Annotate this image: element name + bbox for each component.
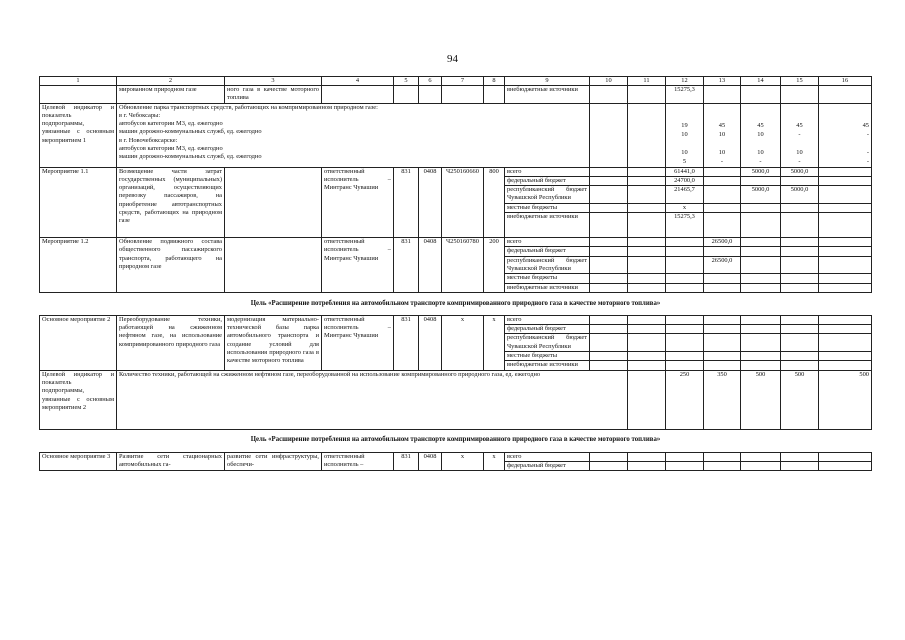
col-num: 12 [666, 77, 704, 86]
cell [590, 238, 628, 247]
value-cell [819, 238, 872, 247]
cell [666, 461, 704, 470]
value-cell [819, 203, 872, 212]
cell [590, 452, 628, 461]
value-cell [819, 167, 872, 176]
funding-source: всего [505, 452, 590, 461]
program-table [39, 76, 872, 471]
cell [628, 103, 666, 167]
funding-source: внебюджетные источники [505, 361, 590, 370]
funding-source: всего [505, 315, 590, 324]
cell [628, 256, 666, 274]
measure-1-1-row [40, 167, 872, 176]
value-cell [704, 167, 741, 176]
value-cell: 26500,0 [704, 238, 741, 247]
indicator-values-col16: 45 - - - [819, 103, 872, 167]
indicator-text [117, 103, 590, 167]
cell [628, 452, 666, 461]
code-target-article: x [442, 315, 484, 370]
value-cell [781, 203, 819, 212]
cell [590, 167, 628, 176]
measure-result [225, 238, 322, 293]
code-grbs: 831 [394, 452, 419, 471]
funding-source: внебюджетные источники [505, 86, 590, 104]
cell [590, 361, 628, 370]
indicator-2-row [40, 370, 872, 429]
value-cell [666, 256, 704, 274]
col-num: 5 [394, 77, 419, 86]
cell [666, 315, 704, 324]
indicator-line: машин дорожно-коммунальных служб, ед. ежегодно [119, 153, 262, 161]
value-cell [781, 256, 819, 274]
cell [628, 86, 666, 104]
funding-source: республиканский бюджет Чувашской Республики [505, 186, 590, 204]
cell [741, 461, 781, 470]
cell [781, 86, 819, 104]
cell [819, 315, 872, 324]
col-num: 4 [322, 77, 394, 86]
value-cell [741, 176, 781, 185]
value-cell: 5000,0 [741, 186, 781, 204]
value-cell [819, 256, 872, 274]
cell [628, 461, 666, 470]
code-section: 0408 [419, 315, 442, 370]
funding-source: федеральный бюджет [505, 176, 590, 185]
indicator-line: в г. Чебоксары: [119, 111, 161, 119]
cell [628, 203, 666, 212]
value-cell: 15275,3 [666, 213, 704, 238]
cell [590, 325, 628, 334]
cell [394, 86, 419, 104]
measure-description: Возмещение части затрат государственных (муниципальных) организаций, осуществляющих перевозку пассажиров, на приобретение автотранспортных средств, работающих на природном газе [117, 167, 225, 237]
responsible-executor: ответственный исполнитель – Минтранс Чувашии [322, 238, 394, 293]
cell [741, 315, 781, 324]
value-cell [704, 283, 741, 292]
cell [590, 213, 628, 238]
code-expense-group: 200 [484, 238, 505, 293]
cell [781, 325, 819, 334]
value-cell [704, 176, 741, 185]
col-num: 2 [117, 77, 225, 86]
column-number-row [40, 77, 872, 86]
cell [628, 352, 666, 361]
cell [819, 334, 872, 352]
cell [741, 361, 781, 370]
value-cell [741, 283, 781, 292]
main-measure-2-row [40, 315, 872, 324]
page-number: 94 [447, 53, 458, 65]
cell [590, 86, 628, 104]
col-num: 9 [505, 77, 590, 86]
value-cell: 26500,0 [704, 256, 741, 274]
code-grbs: 831 [394, 315, 419, 370]
col-num: 11 [628, 77, 666, 86]
cell [628, 283, 666, 292]
cell [704, 352, 741, 361]
cell [781, 361, 819, 370]
cont-description: мированном природном газе [117, 86, 225, 104]
col-num: 10 [590, 77, 628, 86]
indicator-values-col15: 45 - 10 - [781, 103, 819, 167]
funding-source: федеральный бюджет [505, 325, 590, 334]
funding-source: местные бюджеты [505, 352, 590, 361]
measure-1-2-row [40, 238, 872, 247]
cell [590, 103, 628, 167]
cell [781, 334, 819, 352]
value-cell: x [666, 203, 704, 212]
value-cell [666, 283, 704, 292]
value-cell [819, 186, 872, 204]
responsible-executor: ответственный исполнитель – Минтранс Чувашии [322, 167, 394, 237]
measure-label: Основное мероприятие 3 [40, 452, 117, 471]
indicator-text: Количество техники, работающей на сжиженном нефтяном газе, переоборудованной на использование компримированного природного газа, ед. ежегодно [117, 370, 628, 429]
value-cell [819, 274, 872, 283]
cell [666, 361, 704, 370]
code-grbs: 831 [394, 167, 419, 237]
value-cell: 21465,7 [666, 186, 704, 204]
cell [322, 86, 394, 104]
cell [741, 334, 781, 352]
indicator-line: в г. Новочебоксарске: [119, 136, 178, 144]
value-cell [741, 203, 781, 212]
value-cell [781, 283, 819, 292]
cell [590, 186, 628, 204]
cell [590, 315, 628, 324]
code-target-article: x [442, 452, 484, 471]
cell [819, 461, 872, 470]
value-cell: 5000,0 [781, 167, 819, 176]
indicator-values-2023: 19 10 10 5 [666, 103, 704, 167]
col-num: 1 [40, 77, 117, 86]
funding-source: республиканский бюджет Чувашской Республики [505, 334, 590, 352]
cell [781, 352, 819, 361]
value-cell [741, 256, 781, 274]
value-cell: 15275,3 [666, 86, 704, 104]
cell [628, 370, 666, 429]
cell [704, 361, 741, 370]
funding-source: всего [505, 167, 590, 176]
cell [781, 461, 819, 470]
value-cell: 5000,0 [741, 167, 781, 176]
indicator-label: Целевой индикатор и показатель подпрограммы, увязанные с основным мероприятием 1 [40, 103, 117, 167]
indicator-line: Обновление парка транспортных средств, работающих на компримированном природном газе: [119, 103, 378, 111]
value-cell [741, 238, 781, 247]
cell [741, 86, 781, 104]
value-cell [704, 213, 741, 238]
value-cell [704, 186, 741, 204]
measure-label: Мероприятие 1.1 [40, 167, 117, 237]
cell [40, 86, 117, 104]
value-cell [819, 247, 872, 256]
cell [819, 452, 872, 461]
measure-description: Переоборудование техники, работающей на сжиженном нефтяном газе, на использование компримированного природного газа [117, 315, 225, 370]
col-num: 15 [781, 77, 819, 86]
cell [819, 361, 872, 370]
cell [628, 176, 666, 185]
cell [741, 325, 781, 334]
col-num: 6 [419, 77, 442, 86]
indicator-values-col14: 45 10 10 - [741, 103, 781, 167]
cell [590, 461, 628, 470]
continuation-row [40, 86, 872, 104]
cell [704, 86, 741, 104]
measure-label: Мероприятие 1.2 [40, 238, 117, 293]
funding-source: федеральный бюджет [505, 247, 590, 256]
indicator-label: Целевой индикатор и показатель подпрограммы, увязанные с основным мероприятием 2 [40, 370, 117, 429]
cell [666, 334, 704, 352]
value-cell [781, 238, 819, 247]
indicator-line: автобусов категории М3, ед. ежегодно [119, 120, 223, 128]
value-cell: 350 [704, 370, 741, 429]
cell [666, 452, 704, 461]
goal-heading-row [40, 429, 872, 452]
funding-source: местные бюджеты [505, 274, 590, 283]
cell [741, 352, 781, 361]
program-table-container [39, 76, 871, 471]
cell [628, 361, 666, 370]
main-measure-3-row [40, 452, 872, 461]
cell [590, 334, 628, 352]
cell [819, 352, 872, 361]
cell [819, 325, 872, 334]
value-cell: 24700,0 [666, 176, 704, 185]
cell [419, 86, 442, 104]
value-cell [666, 274, 704, 283]
cell [628, 315, 666, 324]
cell [781, 452, 819, 461]
col-num: 3 [225, 77, 322, 86]
code-section: 0408 [419, 238, 442, 293]
funding-source: внебюджетные источники [505, 213, 590, 238]
value-cell: 500 [781, 370, 819, 429]
cell [704, 325, 741, 334]
indicator-line: машин дорожно-коммунальных служб, ед. ежегодно [119, 128, 262, 136]
code-expense-group: x [484, 452, 505, 471]
measure-label: Основное мероприятие 2 [40, 315, 117, 370]
indicator-line: автобусов категории М3, ед. ежегодно [119, 145, 223, 153]
value-cell [704, 203, 741, 212]
goal-heading: Цель «Расширение потребления на автомобильном транспорте компримированного природного газа в качестве моторного топлива» [250, 436, 661, 444]
value-cell [781, 274, 819, 283]
cell [704, 452, 741, 461]
col-num: 8 [484, 77, 505, 86]
cell [628, 238, 666, 247]
value-cell [741, 213, 781, 238]
cell [704, 461, 741, 470]
cont-result: ного газа в качестве моторного топлива [225, 86, 322, 104]
value-cell [781, 247, 819, 256]
cell [628, 334, 666, 352]
cell [666, 352, 704, 361]
measure-result: модернизация материально-технической базы парка автомобильного транспорта и создание условий для использования природного газа в качестве моторного топлива [225, 315, 322, 370]
funding-source: федеральный бюджет [505, 461, 590, 470]
responsible-executor: ответственный исполнитель – Минтранс Чувашии [322, 315, 394, 370]
value-cell [666, 247, 704, 256]
cell [590, 283, 628, 292]
cell [590, 203, 628, 212]
value-cell [819, 176, 872, 185]
value-cell: 500 [819, 370, 872, 429]
code-expense-group: x [484, 315, 505, 370]
indicator-values-col13: 45 10 10 - [704, 103, 741, 167]
code-grbs: 831 [394, 238, 419, 293]
cell [628, 274, 666, 283]
cell [628, 247, 666, 256]
value-cell: 5000,0 [781, 186, 819, 204]
value-cell: 61441,0 [666, 167, 704, 176]
code-expense-group: 800 [484, 167, 505, 237]
cell [442, 86, 484, 104]
measure-description: Развитие сети стационарных автомобильных га- [117, 452, 225, 471]
value-cell [741, 274, 781, 283]
funding-source: всего [505, 238, 590, 247]
cell [628, 325, 666, 334]
value-cell: 500 [741, 370, 781, 429]
funding-source: республиканский бюджет Чувашской Республики [505, 256, 590, 274]
code-section: 0408 [419, 452, 442, 471]
goal-heading: Цель «Расширение потребления на автомобильном транспорте компримированного природного газа в качестве моторного топлива» [250, 299, 661, 307]
responsible-executor: ответственный исполнитель – [322, 452, 394, 471]
value-cell [781, 176, 819, 185]
cell [590, 247, 628, 256]
cell [628, 213, 666, 238]
cell [781, 315, 819, 324]
col-num: 13 [704, 77, 741, 86]
funding-source: местные бюджеты [505, 203, 590, 212]
cell [484, 86, 505, 104]
cell [704, 315, 741, 324]
measure-description: Обновление подвижного состава общественного пассажирского транспорта, работающего на природном газе [117, 238, 225, 293]
value-cell [666, 238, 704, 247]
cell [819, 86, 872, 104]
col-num: 16 [819, 77, 872, 86]
cell [628, 186, 666, 204]
cell [628, 167, 666, 176]
indicator-1-row [40, 103, 872, 167]
measure-result [225, 167, 322, 237]
measure-result: развитие сети инфраструктуры, обеспечи- [225, 452, 322, 471]
value-cell [704, 274, 741, 283]
cell [666, 325, 704, 334]
cell [590, 274, 628, 283]
value-cell [704, 247, 741, 256]
value-cell: 250 [666, 370, 704, 429]
funding-source: внебюджетные источники [505, 283, 590, 292]
cell [590, 352, 628, 361]
goal-heading-row [40, 292, 872, 315]
cell [590, 256, 628, 274]
col-num: 14 [741, 77, 781, 86]
value-cell [781, 213, 819, 238]
code-target-article: Ч250160660 [442, 167, 484, 237]
code-section: 0408 [419, 167, 442, 237]
cell [741, 452, 781, 461]
cell [590, 176, 628, 185]
value-cell [819, 283, 872, 292]
value-cell [819, 213, 872, 238]
value-cell [741, 247, 781, 256]
col-num: 7 [442, 77, 484, 86]
code-target-article: Ч250160780 [442, 238, 484, 293]
cell [704, 334, 741, 352]
